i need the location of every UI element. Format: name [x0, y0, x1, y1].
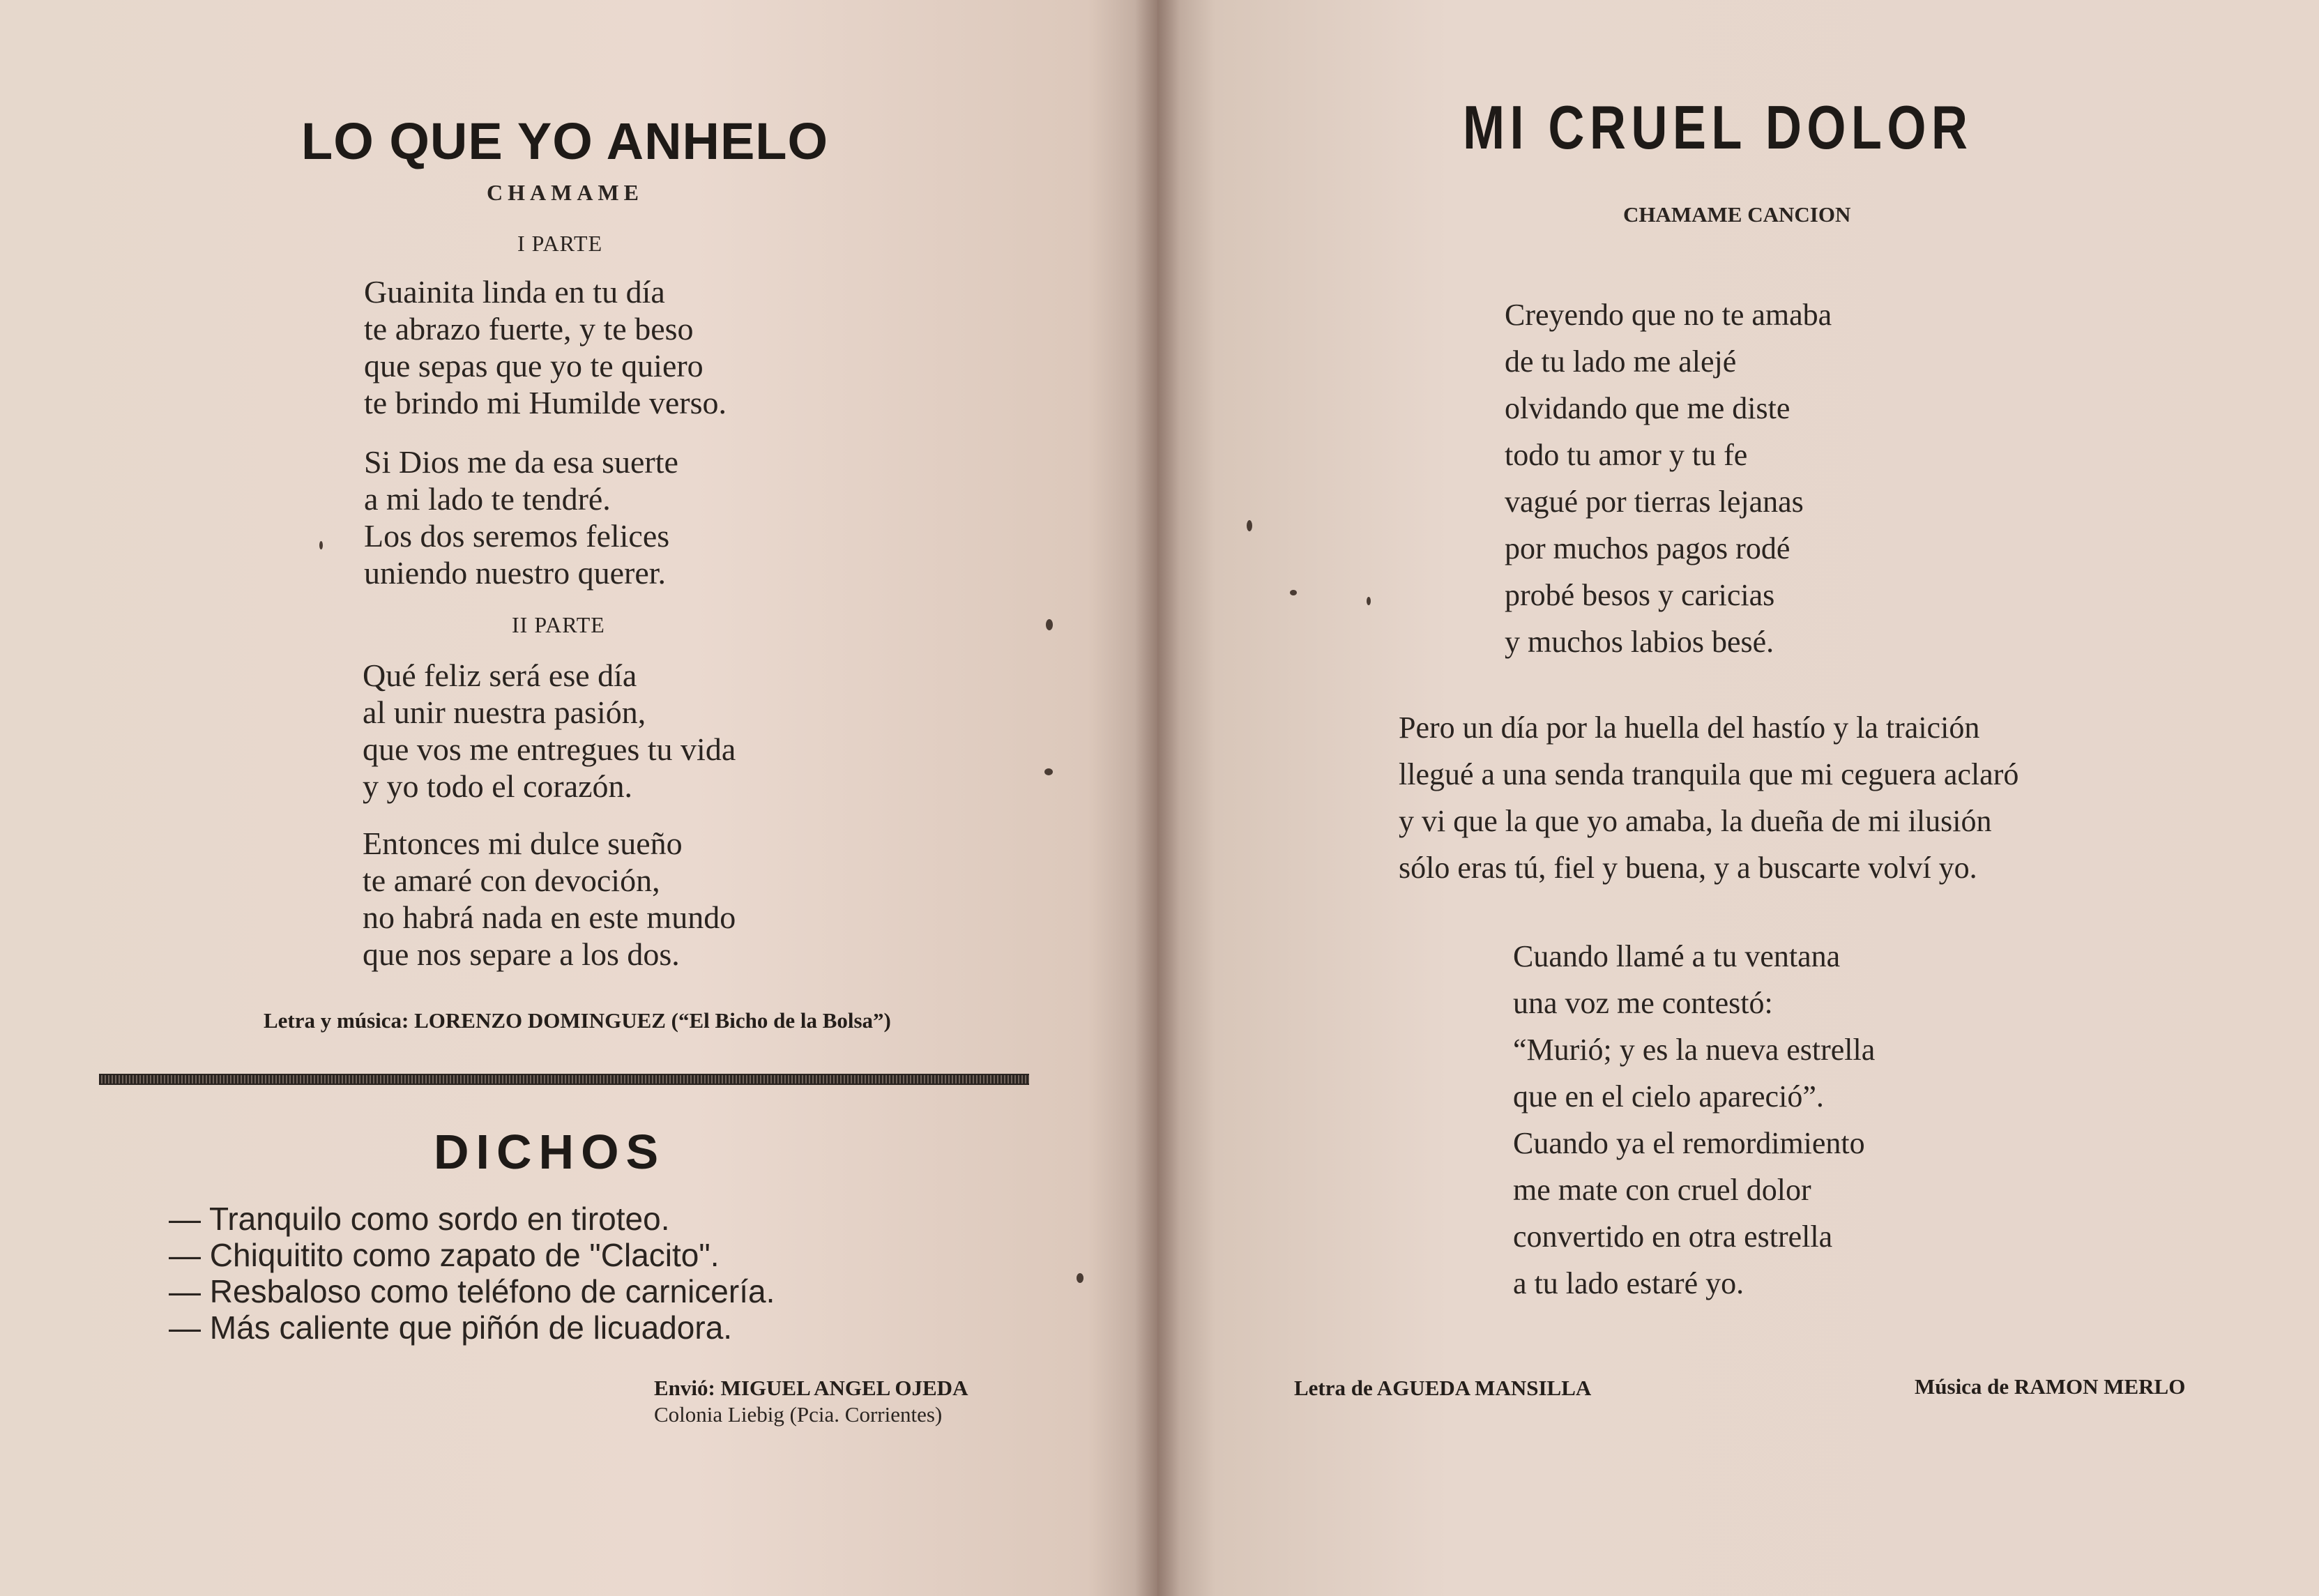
- lyric-line: sólo eras tú, fiel y buena, y a buscarte volví yo.: [1399, 851, 1977, 885]
- lyric-line: y muchos labios besé.: [1505, 625, 1774, 659]
- lyric-line: que en el cielo apareció”.: [1513, 1079, 1824, 1114]
- lyric-line: al unir nuestra pasión,: [363, 694, 646, 730]
- part-label-2: II PARTE: [512, 612, 605, 637]
- dichos-sender: Envió: MIGUEL ANGEL OJEDA: [654, 1376, 968, 1400]
- lyric-line: convertido en otra estrella: [1513, 1219, 1833, 1254]
- lyric-line: Qué feliz será ese día: [363, 658, 637, 693]
- dichos-sender-location: Colonia Liebig (Pcia. Corrientes): [654, 1402, 943, 1427]
- dicho-item: — Resbaloso como teléfono de carnicería.: [169, 1273, 775, 1309]
- lyric-line: todo tu amor y tu fe: [1505, 438, 1748, 472]
- lyric-line: Guainita linda en tu día: [364, 274, 665, 310]
- lyric-line: de tu lado me alejé: [1505, 344, 1737, 379]
- lyric-line: Cuando llamé a tu ventana: [1513, 939, 1841, 973]
- lyric-line: te amaré con devoción,: [363, 862, 660, 898]
- stanza-4-left: [363, 825, 736, 973]
- stanza-1-right: [1505, 291, 1832, 665]
- music-credit-right: Música de RAMON MERLO: [1915, 1374, 2186, 1399]
- song-credit-left: Letra y música: LORENZO DOMINGUEZ (“El Bicho de la Bolsa”): [264, 1008, 891, 1033]
- lyric-line: que vos me entregues tu vida: [363, 731, 736, 767]
- lyric-line: una voz me contestó:: [1513, 986, 1773, 1020]
- lyric-line: uniendo nuestro querer.: [364, 555, 667, 591]
- lyric-line: Los dos seremos felices: [364, 518, 670, 554]
- dicho-item: — Más caliente que piñón de licuadora.: [169, 1309, 733, 1346]
- lyric-line: Cuando ya el remordimiento: [1513, 1126, 1865, 1160]
- paper-speck: [1077, 1273, 1084, 1283]
- lyric-line: olvidando que me diste: [1505, 391, 1790, 425]
- dicho-item: — Chiquitito como zapato de "Clacito".: [169, 1237, 720, 1273]
- lyric-line: a mi lado te tendré.: [364, 481, 611, 517]
- lyric-line: Entonces mi dulce sueño: [363, 826, 683, 861]
- lyric-line: a tu lado estaré yo.: [1513, 1266, 1744, 1300]
- lyric-line: Pero un día por la huella del hastío y la traición: [1399, 710, 1980, 745]
- lyric-line: por muchos pagos rodé: [1505, 531, 1790, 565]
- song-title-right: MI CRUEL DOLOR: [1463, 93, 1973, 162]
- paper-speck: [1367, 597, 1371, 605]
- lyric-line: que nos separe a los dos.: [363, 936, 680, 972]
- paper-speck: [1247, 520, 1252, 531]
- paper-speck: [1046, 619, 1053, 630]
- lyric-line: y vi que la que yo amaba, la dueña de mi ilusión: [1399, 804, 1992, 838]
- lyrics-credit-right: Letra de AGUEDA MANSILLA: [1294, 1376, 1592, 1400]
- dichos-list: [169, 1201, 775, 1346]
- lyric-line: te abrazo fuerte, y te beso: [364, 311, 694, 347]
- song-genre-right: CHAMAME CANCION: [1623, 202, 1851, 227]
- stanza-1-left: [364, 273, 727, 421]
- lyric-line: no habrá nada en este mundo: [363, 899, 736, 935]
- lyric-line: “Murió; y es la nueva estrella: [1513, 1033, 1876, 1067]
- lyric-line: vagué por tierras lejanas: [1505, 485, 1804, 519]
- section-divider: [99, 1074, 1029, 1085]
- book-gutter: [1135, 0, 1180, 1596]
- lyric-line: te brindo mi Humilde verso.: [364, 385, 727, 420]
- lyric-line: Creyendo que no te amaba: [1505, 298, 1832, 332]
- song-title-left: LO QUE YO ANHELO: [301, 112, 829, 170]
- stanza-2-left: [364, 443, 678, 591]
- lyric-line: y yo todo el corazón.: [363, 768, 633, 804]
- lyric-line: llegué a una senda tranquila que mi ceguera aclaró: [1399, 757, 2019, 791]
- lyric-line: probé besos y caricias: [1505, 578, 1775, 612]
- stanza-3-left: [363, 657, 736, 805]
- song-genre-left: CHAMAME: [487, 180, 644, 205]
- lyric-line: me mate con cruel dolor: [1513, 1173, 1811, 1207]
- paper-speck: [319, 541, 323, 549]
- paper-speck: [1044, 768, 1053, 775]
- paper-speck: [1290, 590, 1297, 595]
- part-label-1: I PARTE: [517, 231, 603, 256]
- dichos-title: DICHOS: [434, 1125, 666, 1179]
- lyric-line: que sepas que yo te quiero: [364, 348, 704, 383]
- stanza-2-right: [1399, 704, 2018, 891]
- stanza-3-right: [1513, 933, 1875, 1307]
- lyric-line: Si Dios me da esa suerte: [364, 444, 678, 480]
- dicho-item: — Tranquilo como sordo en tiroteo.: [169, 1201, 670, 1237]
